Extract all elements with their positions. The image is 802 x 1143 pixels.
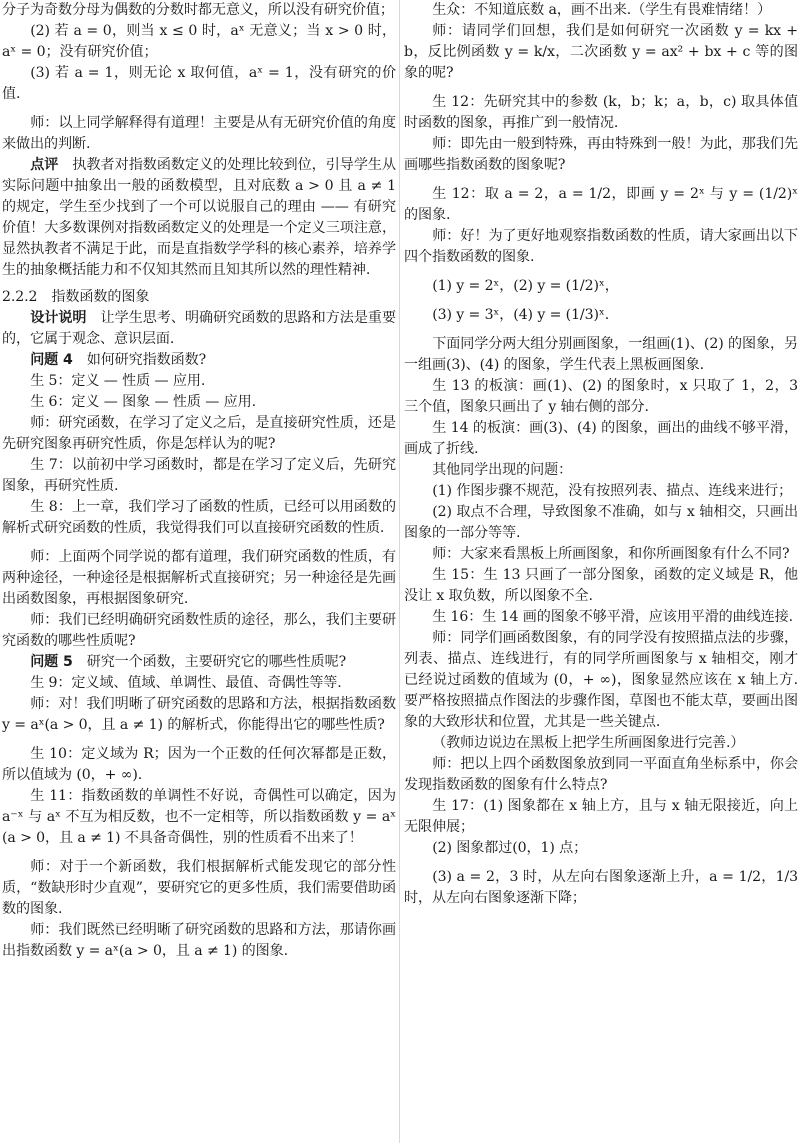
- paragraph: [404, 21, 798, 84]
- paragraph-label: 问题 5: [30, 654, 73, 670]
- paragraph-text: 师：以上同学解释得有道理！主要是从有无研究价值的角度来做出的判断.: [2, 115, 396, 152]
- paragraph: [404, 334, 798, 376]
- paragraph: [2, 63, 396, 105]
- paragraph-text: 分子为奇数分母为偶数的分数时都无意义，所以没有研究价值；: [2, 2, 394, 18]
- paragraph: [404, 867, 798, 909]
- paragraph-text: 让学生思考、明确研究函数的思路和方法是重要的，它属于观念、意识层面.: [2, 310, 396, 347]
- paragraph: [404, 733, 798, 754]
- paragraph-text: 生 7：以前初中学习函数时，都是在学习了定义后，先研究图象，再研究性质.: [2, 457, 396, 494]
- paragraph: [404, 544, 798, 565]
- paragraph: [404, 92, 798, 134]
- left-column: [0, 0, 396, 962]
- paragraph-text: 生众：不知道底数 a，画不出来.（学生有畏难情绪！）: [432, 2, 772, 18]
- paragraph: [2, 610, 396, 652]
- paragraph-text: 师：我们既然已经明晰了研究函数的思路和方法，那请你画出指数函数 y = aˣ(a > 0，且 a ≠ 1) 的图象.: [2, 922, 396, 959]
- paragraph: [2, 455, 396, 497]
- paragraph-text: 其他同学出现的问题：: [432, 462, 573, 478]
- paragraph: [404, 376, 798, 418]
- paragraph-text: 生 16：生 14 画的图象不够平滑，应该用平滑的曲线连接.: [432, 609, 794, 625]
- paragraph: [404, 0, 798, 21]
- paragraph: [404, 481, 798, 502]
- paragraph-text: (3) 若 a = 1，则无论 x 取何值，aˣ = 1，没有研究的价值.: [2, 65, 396, 102]
- paragraph-text: (2) 若 a = 0，则当 x ≤ 0 时，aˣ 无意义；当 x > 0 时，aˣ = 0；没有研究价值；: [2, 23, 396, 60]
- paragraph-text: 如何研究指数函数?: [72, 352, 207, 368]
- paragraph-text: (1) y = 2ˣ，(2) y = (1/2)ˣ，: [432, 278, 619, 294]
- paragraph: [404, 565, 798, 607]
- paragraph-text: 师：同学们画函数图象，有的同学没有按照描点法的步骤，列表、描点、连线进行，有的同学所画图象与 x 轴相交，刚才已经说过函数的值域为 (0，+ ∞)，图象显然应该在 x 轴上方.要严格按照描点作图法的步骤作图，草图也不能太草，要画出图象的大致形状和位置，尤其是一些关键点.: [404, 630, 798, 730]
- column-divider: [399, 0, 400, 1143]
- paragraph-text: 生 10：定义域为 R；因为一个正数的任何次幂都是正数，所以值域为 (0，+ ∞).: [2, 746, 396, 783]
- paragraph: [404, 418, 798, 460]
- paragraph: [2, 652, 396, 673]
- paragraph-text: 生 13 的板演：画(1)、(2) 的图象时，x 只取了 1，2，3 三个值，图象只画出了 y 轴右侧的部分.: [404, 378, 798, 415]
- paragraph: [404, 754, 798, 796]
- paragraph-text: 师：即先由一般到特殊，再由特殊到一般！为此，那我们先画哪些指数函数的图象呢?: [404, 136, 798, 173]
- paragraph: [2, 0, 396, 21]
- paragraph-label: 问题 4: [30, 352, 73, 368]
- paragraph-text: 执教者对指数函数定义的处理比较到位，引导学生从实际问题中抽象出一般的函数模型，且对底数 a > 0 且 a ≠ 1 的规定，学生至少找到了一个可以说服自己的理由 —— 有研究价值！大多数课例对指数函数定义的处理是一个定义三项注意，显然执教者不满足于此，而是直指数学学科的核心素养，培养学生的抽象概括能力和不仅知其然而且知其所以然的理性精神.: [2, 157, 396, 278]
- paragraph-text: (2) 取点不合理，导致图象不准确，如与 x 轴相交，只画出图象的一部分等等.: [404, 504, 798, 541]
- paragraph: [404, 184, 798, 226]
- paragraph-text: 生 12：先研究其中的参数 (k，b；k；a，b，c) 取具体值时函数的图象，再推广到一般情况.: [404, 94, 798, 131]
- paragraph-label: 点评: [30, 157, 59, 173]
- section-heading: [2, 287, 396, 308]
- paragraph-text: 师：研究函数，在学习了定义之后，是直接研究性质，还是先研究图象再研究性质，你是怎样认为的呢?: [2, 415, 396, 452]
- paragraph-text: 师：大家来看黑板上所画图象，和你所画图象有什么不同?: [432, 546, 790, 562]
- paragraph: [2, 113, 396, 155]
- paragraph-text: 生 5：定义 — 性质 — 应用.: [30, 373, 206, 389]
- paragraph-text: 生 11：指数函数的单调性不好说，奇偶性可以确定，因为 a⁻ˣ 与 aˣ 不互为相反数，也不一定相等，所以指数函数 y = aˣ(a > 0，且 a ≠ 1) 不具备奇偶性，别的性质看不出来了！: [2, 788, 396, 846]
- paragraph: [404, 628, 798, 733]
- paragraph: [404, 838, 798, 859]
- paragraph-text: 师：我们已经明确研究函数性质的途径，那么，我们主要研究函数的哪些性质呢?: [2, 612, 396, 649]
- paragraph: [404, 226, 798, 268]
- paragraph-text: 生 9：定义域、值域、单调性、最值、奇偶性等等.: [30, 675, 342, 691]
- paragraph: [404, 134, 798, 176]
- paragraph: [404, 276, 798, 297]
- paragraph: [2, 413, 396, 455]
- paragraph: [2, 744, 396, 786]
- paragraph-text: 2.2.2 指数函数的图象: [2, 289, 150, 305]
- paragraph-label: 设计说明: [30, 310, 87, 326]
- paragraph-text: 师：请同学们回想，我们是如何研究一次函数 y = kx + b，反比例函数 y = k/x，二次函数 y = ax² + bx + c 等的图象的呢?: [404, 23, 798, 81]
- paragraph: [2, 371, 396, 392]
- paragraph: [404, 607, 798, 628]
- paragraph-text: 生 6：定义 — 图象 — 性质 — 应用.: [30, 394, 257, 410]
- paragraph: [2, 786, 396, 849]
- paragraph-text: 下面同学分两大组分别画图象，一组画(1)、(2) 的图象，另一组画(3)、(4) 的图象，学生代表上黑板画图象.: [404, 336, 798, 373]
- paragraph: [404, 305, 798, 326]
- paragraph: [404, 502, 798, 544]
- paragraph-text: 师：对！我们明晰了研究函数的思路和方法，根据指数函数 y = aˣ(a > 0，且 a ≠ 1) 的解析式，你能得出它的哪些性质?: [2, 696, 396, 733]
- paragraph: [404, 460, 798, 481]
- paragraph-text: 生 8：上一章，我们学习了函数的性质，已经可以用函数的解析式研究函数的性质，我觉得我们可以直接研究函数的性质.: [2, 499, 396, 536]
- paragraph: [2, 673, 396, 694]
- paragraph-text: 研究一个函数，主要研究它的哪些性质呢?: [72, 654, 347, 670]
- paragraph-text: （教师边说边在黑板上把学生所画图象进行完善.）: [432, 735, 745, 751]
- paragraph: [2, 857, 396, 920]
- paragraph-text: 生 14 的板演：画(3)、(4) 的图象，画出的曲线不够平滑，画成了折线.: [404, 420, 798, 457]
- paragraph: [2, 920, 396, 962]
- paragraph-text: 师：对于一个新函数，我们根据解析式能发现它的部分性质，“数缺形时少直观”，要研究它的更多性质，我们需要借助函数的图象.: [2, 859, 396, 917]
- paragraph: [2, 392, 396, 413]
- paragraph-text: 师：好！为了更好地观察指数函数的性质，请大家画出以下四个指数函数的图象.: [404, 228, 798, 265]
- paragraph-text: 师：上面两个同学说的都有道理，我们研究函数的性质，有两种途径，一种途径是根据解析式直接研究；另一种途径是先画出函数图象，再根据图象研究.: [2, 549, 396, 607]
- paragraph: [2, 694, 396, 736]
- paragraph-text: (3) a = 2，3 时，从左向右图象逐渐上升，a = 1/2，1/3 时，从左向右图象逐渐下降；: [404, 869, 798, 906]
- paragraph: [2, 350, 396, 371]
- paragraph-text: 生 17：(1) 图象都在 x 轴上方，且与 x 轴无限接近，向上无限伸展；: [404, 798, 798, 835]
- paragraph-text: (2) 图象都过(0，1) 点；: [432, 840, 588, 856]
- paragraph: [2, 155, 396, 281]
- paragraph-text: 生 15：生 13 只画了一部分图象，函数的定义域是 R，他没让 x 取负数，所以图象不全.: [404, 567, 798, 604]
- paragraph-text: 生 12：取 a = 2，a = 1/2，即画 y = 2ˣ 与 y = (1/2)ˣ 的图象.: [404, 186, 798, 223]
- paragraph-text: (1) 作图步骤不规范，没有按照列表、描点、连线来进行；: [432, 483, 793, 499]
- paragraph: [2, 547, 396, 610]
- paragraph: [2, 21, 396, 63]
- paragraph-text: (3) y = 3ˣ，(4) y = (1/3)ˣ.: [432, 307, 610, 323]
- paragraph: [2, 497, 396, 539]
- right-column: [402, 0, 798, 909]
- paragraph-text: 师：把以上四个函数图象放到同一平面直角坐标系中，你会发现指数函数的图象有什么特点?: [404, 756, 798, 793]
- paragraph: [2, 308, 396, 350]
- paragraph: [404, 796, 798, 838]
